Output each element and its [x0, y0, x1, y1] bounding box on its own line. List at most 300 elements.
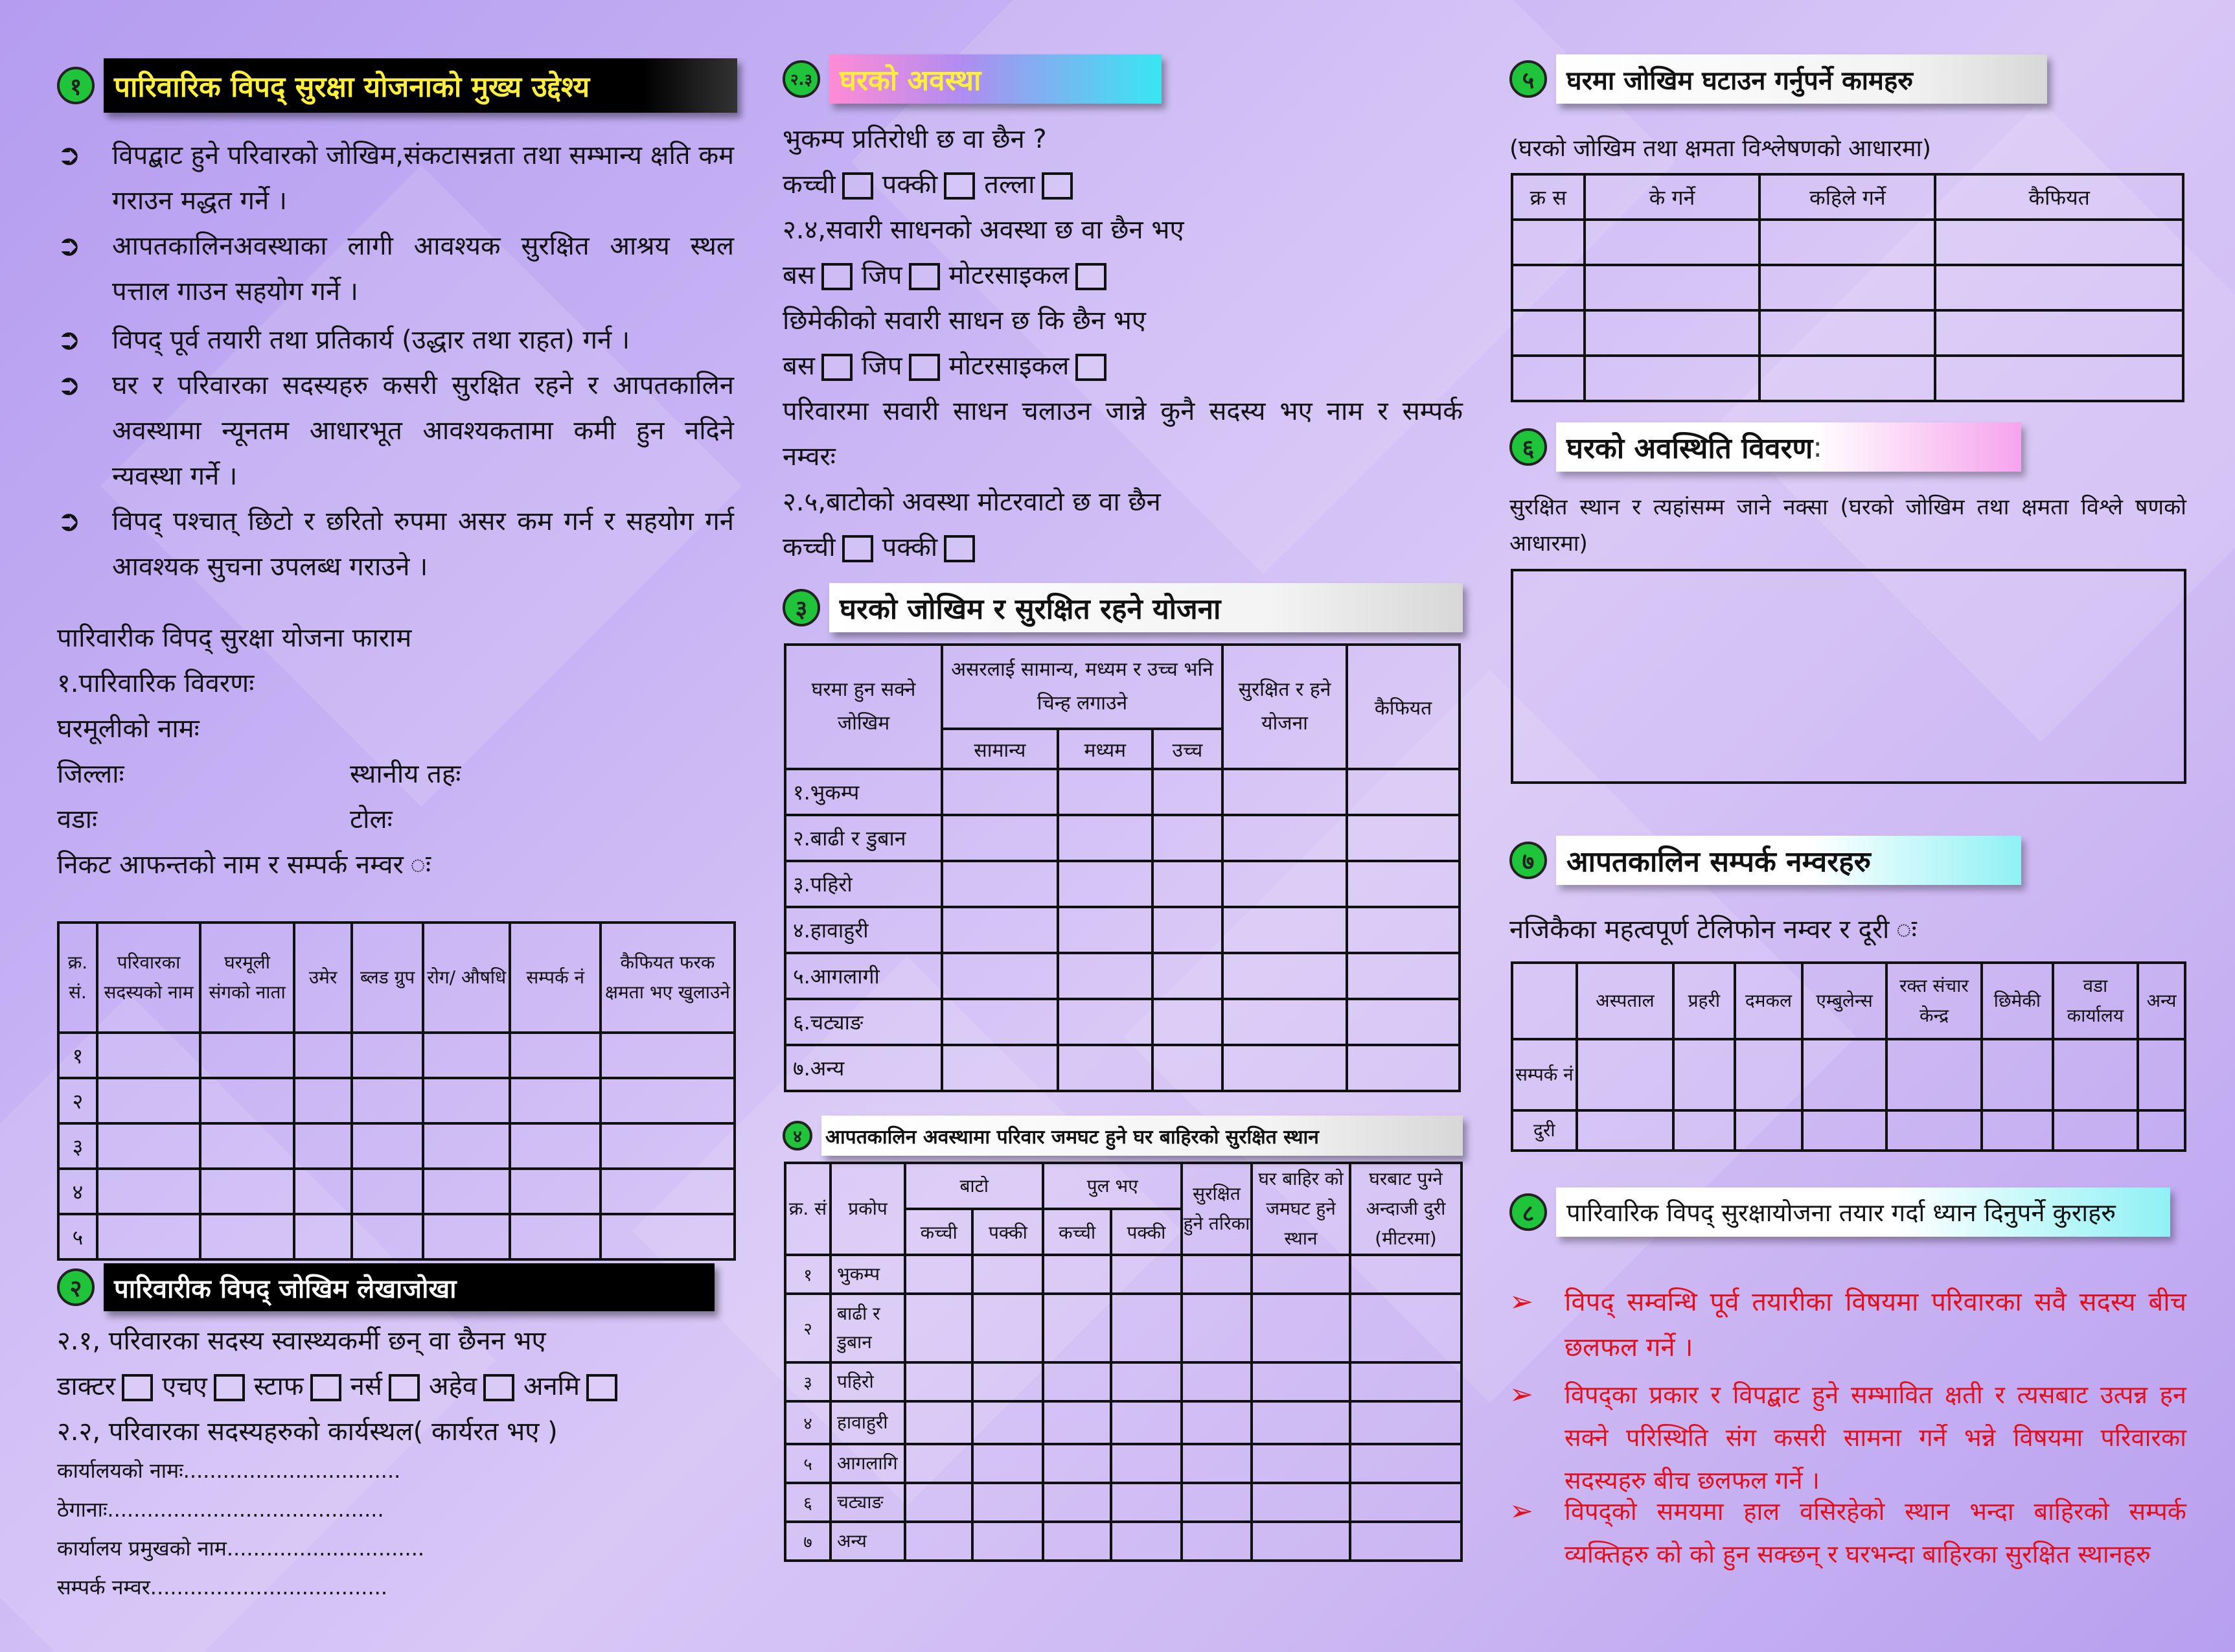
section-number: ६ [1509, 428, 1547, 466]
consideration-item [1509, 1373, 2186, 1502]
input-cell[interactable] [1058, 999, 1152, 1045]
section-1-header [57, 58, 737, 113]
objective-text: विपद् पश्चात् छिटो र छरितो रुपमा असर कम गर्न र सहयोग गर्न आवश्यक सुचना उपलब्ध गराउने । [112, 507, 734, 582]
road-options [783, 525, 984, 570]
road-question: २.५,बाटोको अवस्था मोटरवाटो छ वा छैन [783, 487, 1161, 517]
input-cell[interactable] [1512, 220, 1585, 265]
checkbox[interactable] [944, 172, 975, 200]
input-cell[interactable] [972, 1483, 1043, 1522]
table-row [785, 1444, 1461, 1483]
option-label: अनमि [523, 1371, 580, 1401]
input-cell[interactable] [1982, 1110, 2053, 1151]
arrow-bullet-icon: ➲ [57, 139, 81, 172]
input-cell[interactable] [97, 1169, 201, 1214]
row-number: ४ [785, 1401, 831, 1444]
column-header: छिमेकी [1982, 963, 2053, 1039]
input-cell[interactable] [1886, 1110, 1982, 1151]
column-header: सुरक्षित र हने योजना [1222, 645, 1347, 769]
input-cell[interactable] [1347, 769, 1460, 815]
input-cell[interactable] [1347, 953, 1460, 999]
input-cell[interactable] [1577, 1039, 1673, 1110]
input-cell[interactable] [1111, 1483, 1182, 1522]
consideration-text: विपद् सम्वन्धि पूर्व तयारीका विषयमा परिवारका सवै सदस्य बीच छलफल गर्ने । [1564, 1287, 2186, 1362]
input-cell[interactable] [352, 1123, 423, 1169]
location-map-box[interactable] [1511, 569, 2186, 784]
input-cell[interactable] [1759, 265, 1935, 310]
ward-label: वडाः [57, 805, 98, 834]
risk-plan-table [784, 643, 1461, 1092]
row-number: २ [785, 1294, 831, 1362]
input-cell[interactable] [1935, 356, 2183, 401]
column-header: कैफियत फरक क्षमता भए खुलाउने [601, 923, 735, 1033]
input-cell[interactable] [1585, 356, 1760, 401]
hazard-label: १.भुकम्प [785, 769, 942, 815]
input-cell[interactable] [905, 1294, 972, 1362]
input-cell[interactable] [1347, 1045, 1460, 1091]
section-number: ३ [783, 589, 820, 626]
input-cell[interactable] [1222, 953, 1347, 999]
input-cell[interactable] [601, 1169, 735, 1214]
input-cell[interactable] [972, 1401, 1043, 1444]
local-level-label: स्थानीय तहः [350, 759, 461, 789]
input-cell[interactable] [1152, 769, 1222, 815]
column-header: सम्पर्क नं [510, 923, 600, 1033]
input-cell[interactable] [1111, 1362, 1182, 1401]
input-cell[interactable] [352, 1169, 423, 1214]
input-cell[interactable] [2138, 1039, 2185, 1110]
input-cell[interactable] [1350, 1522, 1461, 1561]
input-cell[interactable] [1058, 953, 1152, 999]
column-header: प्रकोप [831, 1163, 905, 1255]
column-subheader: सामान्य [942, 729, 1058, 769]
input-cell[interactable] [1058, 769, 1152, 815]
table-row [785, 1045, 1460, 1091]
checkbox[interactable] [122, 1374, 153, 1401]
column-subheader: कच्ची [905, 1209, 972, 1255]
input-cell[interactable] [972, 1255, 1043, 1294]
input-cell[interactable] [1347, 907, 1460, 953]
hazard-label: हावाहुरी [831, 1401, 905, 1444]
input-cell[interactable] [1182, 1401, 1252, 1444]
input-cell[interactable] [942, 953, 1058, 999]
checkbox[interactable] [1075, 354, 1106, 381]
objective-item [57, 499, 734, 590]
input-cell[interactable] [510, 1169, 600, 1214]
column-header: दमकल [1735, 963, 1803, 1039]
input-cell[interactable] [1350, 1444, 1461, 1483]
input-cell[interactable] [1043, 1483, 1110, 1522]
input-cell[interactable] [942, 769, 1058, 815]
form-title: पारिवारीक विपद् सुरक्षा योजना फाराम [57, 623, 412, 653]
workplace-question: २.२, परिवारका सदस्यहरुको कार्यस्थल( कार्यरत भए ) [57, 1417, 558, 1447]
column-subheader: पक्की [1111, 1209, 1182, 1255]
objective-item [57, 224, 734, 314]
input-cell[interactable] [1043, 1401, 1110, 1444]
input-cell[interactable] [1350, 1401, 1461, 1444]
table-row [1512, 1039, 2185, 1110]
table-row [785, 861, 1460, 907]
column-header: कैफियत [1935, 174, 2183, 220]
input-cell[interactable] [1182, 1255, 1252, 1294]
input-cell[interactable] [1350, 1362, 1461, 1401]
input-cell[interactable] [1182, 1294, 1252, 1362]
input-cell[interactable] [1222, 1045, 1347, 1091]
column-header: बाटो [905, 1163, 1043, 1209]
table-row [58, 1214, 735, 1259]
objective-item [57, 133, 734, 224]
input-cell[interactable] [1935, 265, 2183, 310]
input-cell[interactable] [510, 1078, 600, 1123]
input-cell[interactable] [942, 1045, 1058, 1091]
input-cell[interactable] [1043, 1294, 1110, 1362]
section-7-header [1509, 836, 2021, 885]
input-cell[interactable] [2053, 1039, 2138, 1110]
table-row [785, 1483, 1461, 1522]
input-cell[interactable] [905, 1483, 972, 1522]
input-cell[interactable] [1182, 1362, 1252, 1401]
driver-question: परिवारमा सवारी साधन चलाउन जान्ने कुनै सदस्य भए नाम र सम्पर्क नम्वरः [783, 396, 1463, 472]
input-cell[interactable] [1252, 1255, 1350, 1294]
column-header: घरबाट पुग्ने अन्दाजी दुरी (मीटरमा) [1350, 1163, 1461, 1255]
input-cell[interactable] [1058, 815, 1152, 861]
table-row [1512, 356, 2183, 401]
input-cell[interactable] [1886, 1039, 1982, 1110]
input-cell[interactable] [423, 1078, 510, 1123]
input-cell[interactable] [1152, 953, 1222, 999]
input-cell[interactable] [905, 1444, 972, 1483]
section-5-header [1509, 54, 2047, 104]
table-row [58, 1169, 735, 1214]
input-cell[interactable] [1222, 815, 1347, 861]
input-cell[interactable] [423, 1033, 510, 1078]
input-cell[interactable] [1347, 861, 1460, 907]
input-cell[interactable] [1043, 1522, 1110, 1561]
consideration-item [1509, 1279, 2186, 1370]
input-cell[interactable] [1577, 1110, 1673, 1151]
table-row [785, 953, 1460, 999]
column-header: पुल भए [1043, 1163, 1182, 1209]
table-header-row [1512, 963, 2185, 1039]
input-cell[interactable] [1802, 1110, 1886, 1151]
input-cell[interactable] [1347, 815, 1460, 861]
input-cell[interactable] [352, 1078, 423, 1123]
row-number: १ [785, 1255, 831, 1294]
table-row [785, 1401, 1461, 1444]
safe-place-table [784, 1162, 1463, 1562]
input-cell[interactable] [200, 1214, 293, 1259]
hazard-label: ३.पहिरो [785, 861, 942, 907]
column-header: एम्बुलेन्स [1802, 963, 1886, 1039]
section-number: ७ [1509, 842, 1547, 879]
health-worker-options [57, 1364, 626, 1409]
input-cell[interactable] [1759, 220, 1935, 265]
input-cell[interactable] [942, 815, 1058, 861]
objective-item [57, 317, 734, 363]
input-cell[interactable] [1222, 861, 1347, 907]
input-cell[interactable] [510, 1033, 600, 1078]
input-cell[interactable] [1058, 1045, 1152, 1091]
table-row [785, 815, 1460, 861]
input-cell[interactable] [972, 1444, 1043, 1483]
vehicle-question: २.४,सवारी साधनको अवस्था छ वा छैन भए [783, 215, 1184, 245]
option-label: एचए [162, 1371, 207, 1401]
input-cell[interactable] [1735, 1110, 1803, 1151]
row-number: ६ [785, 1483, 831, 1522]
input-cell[interactable] [97, 1033, 201, 1078]
input-cell[interactable] [1058, 861, 1152, 907]
arrowhead-bullet-icon: ➢ [1509, 1285, 1533, 1318]
option-label: नर्स [350, 1371, 382, 1401]
family-details-label: १.पारिवारिक विवरणः [57, 669, 255, 698]
input-cell[interactable] [1673, 1039, 1735, 1110]
option-label: स्टाफ [253, 1371, 304, 1401]
column-header: क्र. सं. [58, 923, 97, 1033]
checkbox[interactable] [842, 535, 873, 562]
input-cell[interactable] [905, 1522, 972, 1561]
input-cell[interactable] [294, 1214, 352, 1259]
table-row [1512, 265, 2183, 310]
input-cell[interactable] [1347, 999, 1460, 1045]
section-2-3-header [783, 54, 1162, 104]
quake-resistant-question: भुकम्प प्रतिरोधी छ वा छैन ? [783, 124, 1047, 154]
input-cell[interactable] [1182, 1522, 1252, 1561]
input-cell[interactable] [942, 861, 1058, 907]
column-header: सुरक्षित हुने तरिका [1182, 1163, 1252, 1255]
input-cell[interactable] [1935, 220, 2183, 265]
input-cell[interactable] [97, 1078, 201, 1123]
input-cell[interactable] [1512, 265, 1585, 310]
checkbox[interactable] [944, 535, 975, 562]
consideration-item [1509, 1490, 2186, 1576]
option-label: मोटरसाइकल [948, 260, 1070, 290]
input-cell[interactable] [1759, 310, 1935, 356]
input-cell[interactable] [200, 1078, 293, 1123]
input-cell[interactable] [1222, 907, 1347, 953]
column-header: कहिले गर्ने [1759, 174, 1935, 220]
input-cell[interactable] [1350, 1294, 1461, 1362]
house-type-options [783, 162, 1082, 207]
column-header: रोग/ औषधि [423, 923, 510, 1033]
checkbox[interactable] [821, 354, 853, 381]
section-4-header [783, 1116, 1463, 1156]
district-label: जिल्लाः [57, 759, 124, 789]
relative-contact-label: निकट आफन्तको नाम र सम्पर्क नम्वर ः [57, 850, 431, 880]
consideration-text: विपद्का प्रकार र विपद्बाट हुने सम्भावित क्षती र त्यसबाट उत्पन्न हन सक्ने परिस्थिति संग कसरी सामना गर्ने भन्ने विषयमा परिवारका सदस्यहरु बीच छलफल गर्ने । [1564, 1381, 2186, 1495]
checkbox[interactable] [909, 263, 940, 290]
input-cell[interactable] [294, 1033, 352, 1078]
hazard-label: ६.चट्याङ [785, 999, 942, 1045]
checkbox[interactable] [310, 1374, 341, 1401]
input-cell[interactable] [97, 1123, 201, 1169]
table-header-row [1512, 174, 2183, 220]
input-cell[interactable] [1512, 310, 1585, 356]
input-cell[interactable] [601, 1033, 735, 1078]
address-field[interactable]: ठेगानाः.......................................... [57, 1497, 384, 1522]
arrow-bullet-icon: ➲ [57, 505, 81, 538]
input-cell[interactable] [972, 1522, 1043, 1561]
row-number: ५ [58, 1214, 97, 1259]
input-cell[interactable] [1111, 1444, 1182, 1483]
input-cell[interactable] [510, 1123, 600, 1169]
table-header-row [785, 1163, 1461, 1209]
input-cell[interactable] [1111, 1294, 1182, 1362]
input-cell[interactable] [972, 1362, 1043, 1401]
input-cell[interactable] [97, 1214, 201, 1259]
column-header: ब्लड ग्रुप [352, 923, 423, 1033]
section-5-note: (घरको जोखिम तथा क्षमता विश्लेषणको आधारमा) [1509, 135, 1931, 162]
input-cell[interactable] [1152, 907, 1222, 953]
input-cell[interactable] [601, 1123, 735, 1169]
section-8-header [1509, 1187, 2170, 1237]
input-cell[interactable] [1585, 310, 1760, 356]
arrow-bullet-icon: ➲ [57, 229, 81, 262]
section-title: आपतकालिन सम्पर्क नम्वरहरु [1556, 836, 2021, 885]
section-2-header [57, 1263, 715, 1311]
input-cell[interactable] [1152, 861, 1222, 907]
household-head-label: घरमूलीको नामः [57, 714, 200, 744]
input-cell[interactable] [1058, 907, 1152, 953]
input-cell[interactable] [1222, 999, 1347, 1045]
column-subheader: उच्च [1152, 729, 1222, 769]
input-cell[interactable] [423, 1169, 510, 1214]
input-cell[interactable] [294, 1123, 352, 1169]
input-cell[interactable] [905, 1255, 972, 1294]
option-label: कच्ची [783, 533, 836, 562]
input-cell[interactable] [1152, 999, 1222, 1045]
neighbor-vehicle-options [783, 343, 1116, 389]
office-chief-field[interactable]: कार्यालय प्रमुखको नाम.............................. [57, 1536, 425, 1561]
arrowhead-bullet-icon: ➢ [1509, 1495, 1533, 1528]
input-cell[interactable] [510, 1214, 600, 1259]
input-cell[interactable] [423, 1214, 510, 1259]
option-label: डाक्टर [57, 1371, 116, 1401]
emergency-contacts-table [1511, 961, 2186, 1152]
row-number: १ [58, 1033, 97, 1078]
option-label: कच्ची [783, 170, 836, 200]
input-cell[interactable] [601, 1214, 735, 1259]
checkbox[interactable] [842, 172, 873, 200]
input-cell[interactable] [942, 999, 1058, 1045]
option-label: पक्की [882, 533, 938, 562]
input-cell[interactable] [352, 1033, 423, 1078]
input-cell[interactable] [1350, 1483, 1461, 1522]
input-cell[interactable] [423, 1123, 510, 1169]
column-header: क्र स [1512, 174, 1585, 220]
table-row [785, 769, 1460, 815]
input-cell[interactable] [1111, 1401, 1182, 1444]
section-title: पारिवारीक विपद् जोखिम लेखाजोखा [104, 1263, 715, 1311]
input-cell[interactable] [1252, 1444, 1350, 1483]
checkbox[interactable] [483, 1374, 514, 1401]
input-cell[interactable] [1043, 1444, 1110, 1483]
tasks-table [1511, 173, 2184, 402]
input-cell[interactable] [1111, 1522, 1182, 1561]
section-title: आपतकालिन अवस्थामा परिवार जमघट हुने घर बाहिरको सुरक्षित स्थान [821, 1116, 1463, 1156]
input-cell[interactable] [1222, 769, 1347, 815]
input-cell[interactable] [1512, 356, 1585, 401]
objective-text: घर र परिवारका सदस्यहरु कसरी सुरक्षित रहने र आपतकालिन अवस्थामा न्यूनतम आधारभूत आवश्यकतामा कमी हुन नदिने न्यवस्था गर्ने । [112, 371, 734, 491]
input-cell[interactable] [200, 1169, 293, 1214]
row-number: २ [58, 1078, 97, 1123]
contact-number-field[interactable]: सम्पर्क नम्वर.................................... [57, 1575, 387, 1600]
input-cell[interactable] [200, 1033, 293, 1078]
input-cell[interactable] [2138, 1110, 2185, 1151]
checkbox[interactable] [1042, 172, 1073, 200]
input-cell[interactable] [1043, 1362, 1110, 1401]
input-cell[interactable] [1350, 1255, 1461, 1294]
checkbox[interactable] [214, 1374, 245, 1401]
checkbox[interactable] [586, 1374, 617, 1401]
input-cell[interactable] [1152, 1045, 1222, 1091]
column-subheader: पक्की [972, 1209, 1043, 1255]
column-header: अन्य [2138, 963, 2185, 1039]
input-cell[interactable] [1673, 1110, 1735, 1151]
table-header-row [785, 645, 1460, 729]
hazard-label: ७.अन्य [785, 1045, 942, 1091]
input-cell[interactable] [601, 1078, 735, 1123]
input-cell[interactable] [972, 1294, 1043, 1362]
input-cell[interactable] [1182, 1444, 1252, 1483]
table-row [58, 1123, 735, 1169]
input-cell[interactable] [1585, 220, 1760, 265]
input-cell[interactable] [905, 1362, 972, 1401]
input-cell[interactable] [1252, 1483, 1350, 1522]
input-cell[interactable] [1935, 310, 2183, 356]
input-cell[interactable] [2053, 1110, 2138, 1151]
input-cell[interactable] [1759, 356, 1935, 401]
input-cell[interactable] [1252, 1294, 1350, 1362]
input-cell[interactable] [1252, 1401, 1350, 1444]
input-cell[interactable] [1043, 1255, 1110, 1294]
input-cell[interactable] [1111, 1255, 1182, 1294]
option-label: मोटरसाइकल [948, 351, 1070, 381]
column-header: के गर्ने [1585, 174, 1760, 220]
input-cell[interactable] [200, 1123, 293, 1169]
input-cell[interactable] [905, 1401, 972, 1444]
option-label: अहेव [428, 1371, 477, 1401]
objective-text: विपद्बाट हुने परिवारको जोखिम,संकटासन्नता तथा सम्भान्य क्षति कम गराउन मद्धत गर्ने । [112, 141, 734, 216]
objective-text: विपद् पूर्व तयारी तथा प्रतिकार्य (उद्धार तथा राहत) गर्न । [112, 325, 630, 355]
input-cell[interactable] [1252, 1362, 1350, 1401]
checkbox[interactable] [389, 1374, 420, 1401]
input-cell[interactable] [294, 1078, 352, 1123]
input-cell[interactable] [294, 1169, 352, 1214]
column-header: रक्त संचार केन्द्र [1886, 963, 1982, 1039]
row-number: ७ [785, 1522, 831, 1561]
input-cell[interactable] [1802, 1039, 1886, 1110]
row-number: ४ [58, 1169, 97, 1214]
input-cell[interactable] [1982, 1039, 2053, 1110]
column-header: घरमा हुन सक्ने जोखिम [785, 645, 942, 769]
input-cell[interactable] [1152, 815, 1222, 861]
input-cell[interactable] [1252, 1522, 1350, 1561]
row-number: ३ [58, 1123, 97, 1169]
arrow-bullet-icon: ➲ [57, 369, 81, 402]
section-number: १ [57, 67, 95, 104]
input-cell[interactable] [1585, 265, 1760, 310]
checkbox[interactable] [909, 354, 940, 381]
title-colon: : [1813, 430, 1823, 464]
input-cell[interactable] [1735, 1039, 1803, 1110]
checkbox[interactable] [821, 263, 853, 290]
input-cell[interactable] [942, 907, 1058, 953]
checkbox[interactable] [1075, 263, 1106, 290]
hazard-label: भुकम्प [831, 1255, 905, 1294]
input-cell[interactable] [1182, 1483, 1252, 1522]
input-cell[interactable] [352, 1214, 423, 1259]
office-name-field[interactable]: कार्यालयको नामः................................. [57, 1458, 401, 1483]
column-header: क्र. सं [785, 1163, 831, 1255]
